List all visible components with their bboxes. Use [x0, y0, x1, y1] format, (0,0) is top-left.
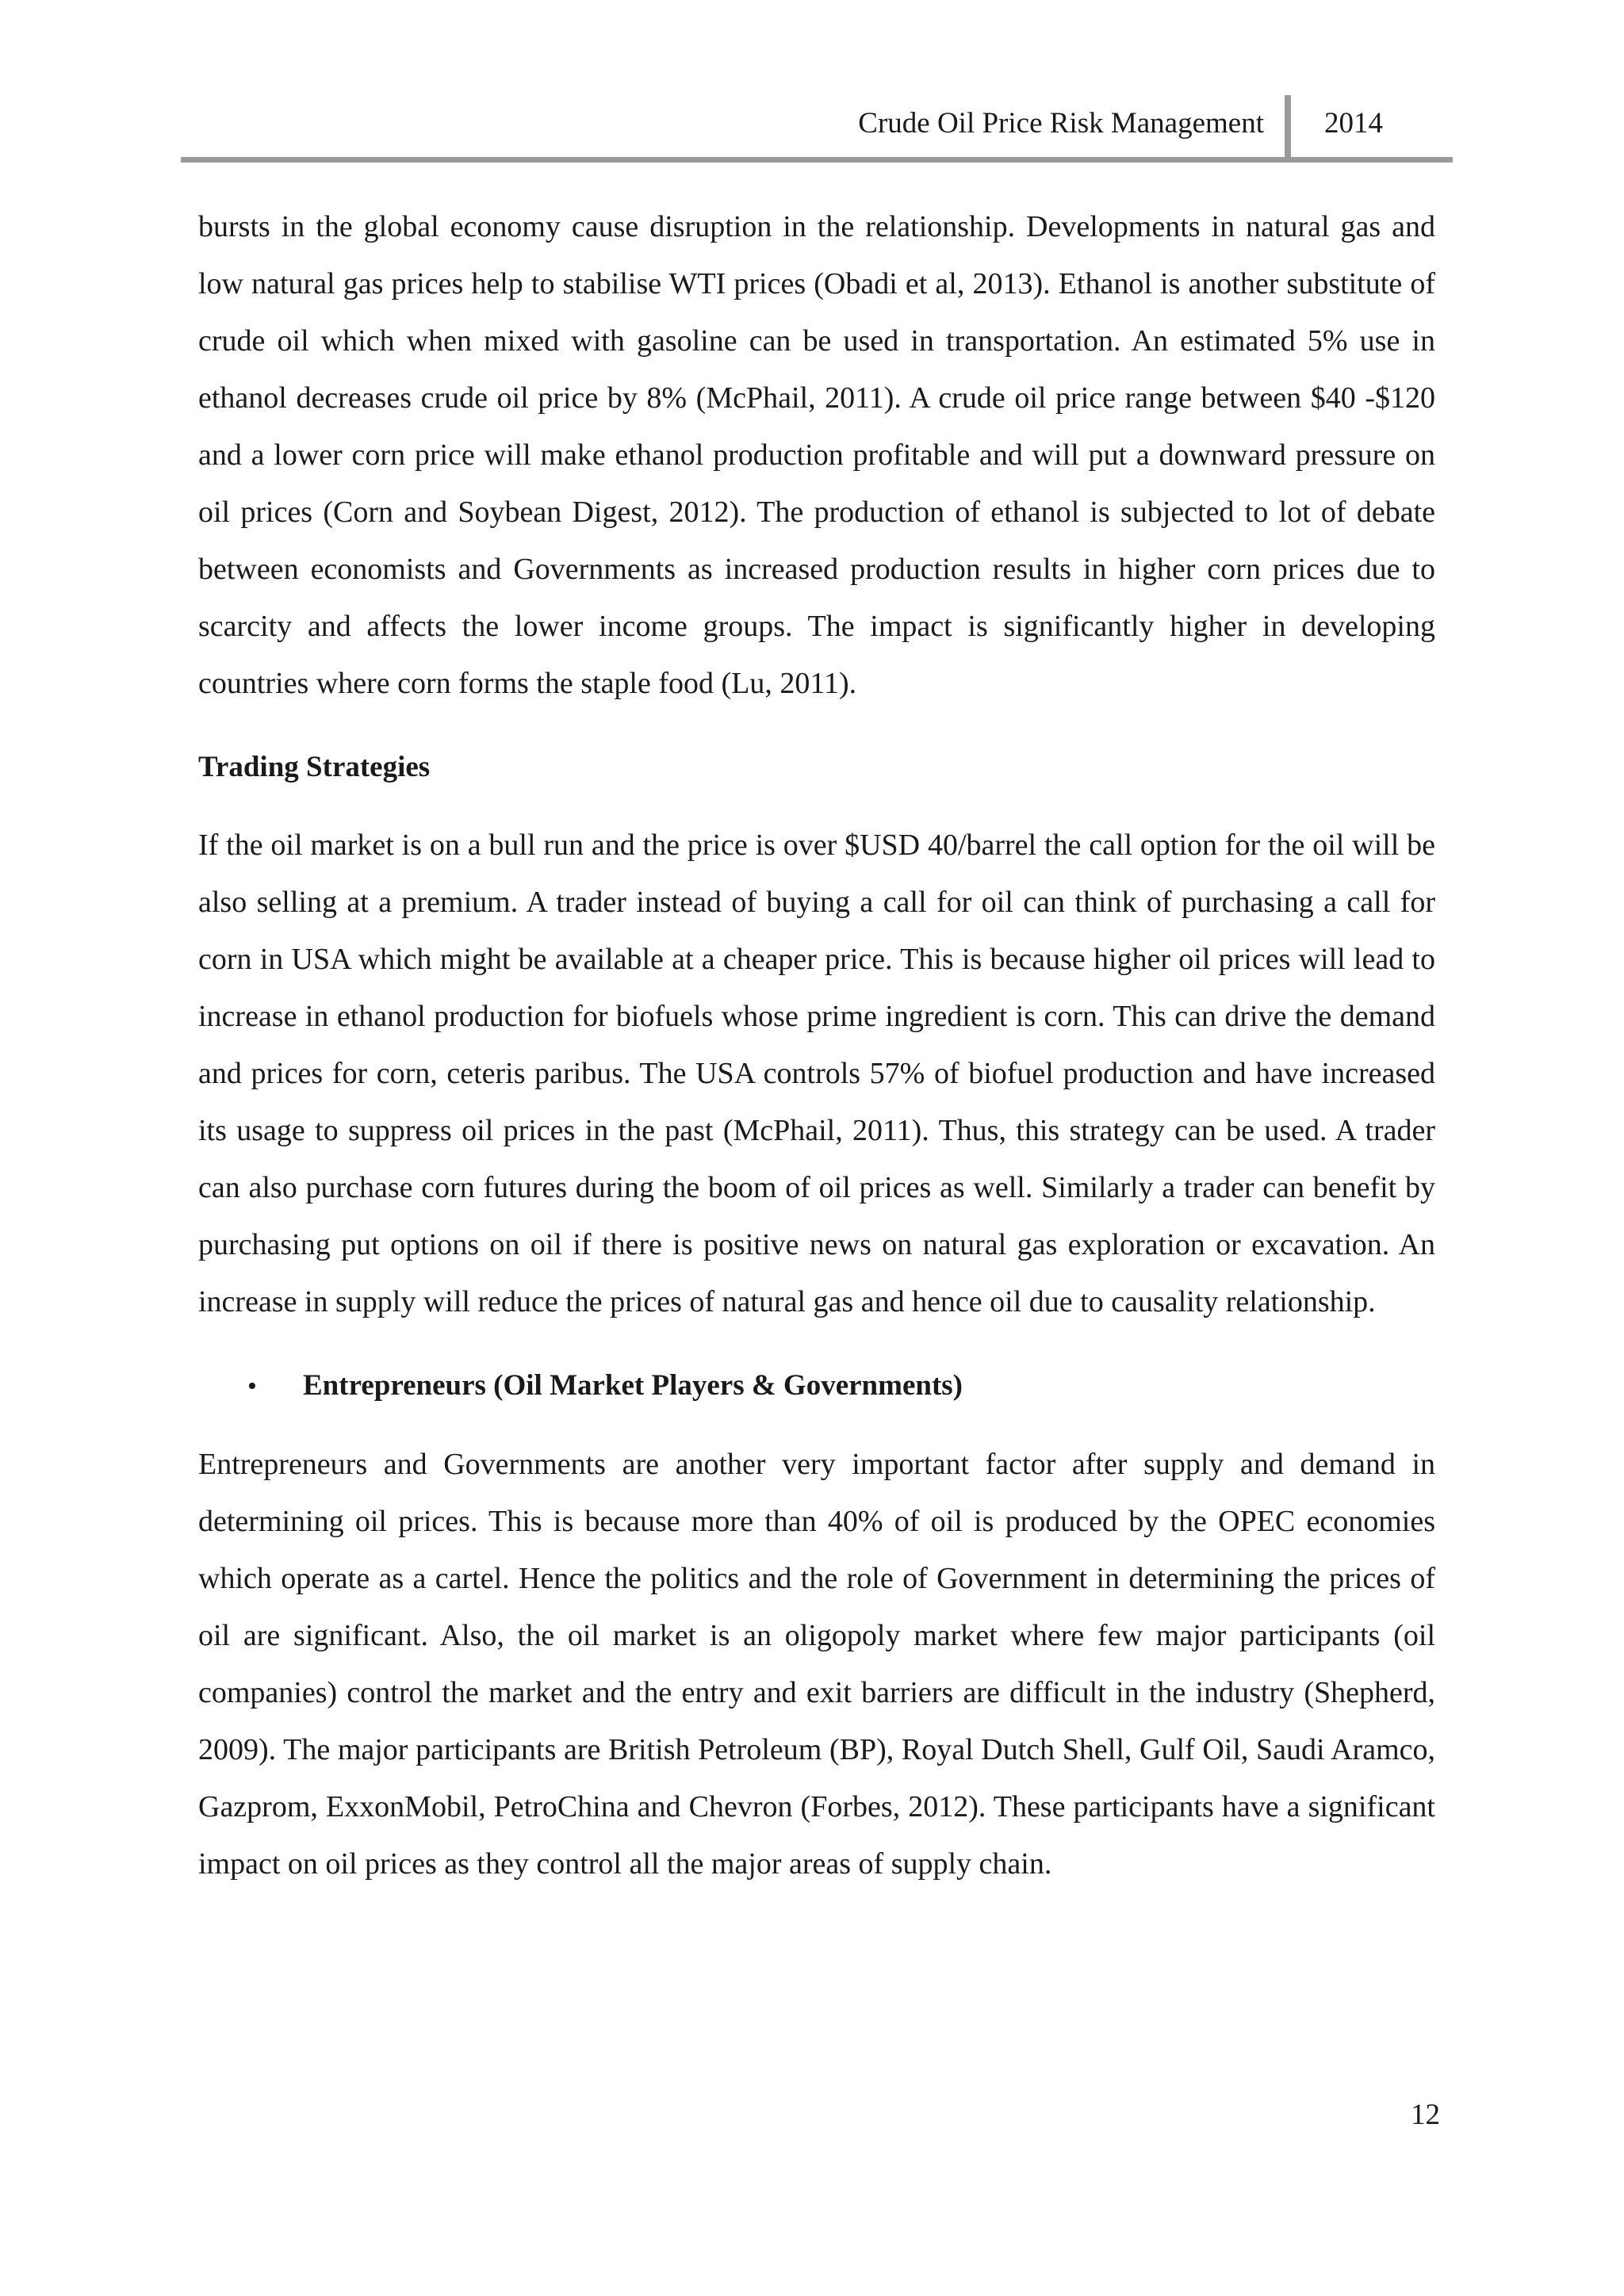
bullet-icon: • [247, 1372, 257, 1401]
bullet-heading-entrepreneurs: Entrepreneurs (Oil Market Players & Governments) [303, 1369, 963, 1402]
page-content [198, 198, 1435, 1892]
paragraph-trading-strategies: If the oil market is on a bull run and the price is over $USD 40/barrel the call option for the oil will be also selling at a premium. A trader instead of buying a call for oil can think of purchasing a call for corn in USA which might be available at a cheaper price. This is because higher oil prices will lead to increase in ethanol production for biofuels whose prime ingredient is corn. This can drive the demand and prices for corn, ceteris paribus. The USA controls 57% of biofuel production and have increased its usage to suppress oil prices in the past (McPhail, 2011). Thus, this strategy can be used. A trader can also purchase corn futures during the boom of oil prices as well. Similarly a trader can benefit by purchasing put options on oil if there is positive news on natural gas exploration or excavation. An increase in supply will reduce the prices of natural gas and hence oil due to causality relationship. [198, 828, 1435, 1318]
bullet-item-entrepreneurs [198, 1357, 1435, 1415]
header-year: 2014 [1324, 107, 1383, 140]
header-rule [181, 157, 1453, 163]
section-heading-trading-strategies: Trading Strategies [198, 751, 431, 783]
paragraph-entrepreneurs: Entrepreneurs and Governments are another very important factor after supply and demand in determining oil prices. This is because more than 40% of oil is produced by the OPEC economies which operate as a cartel. Hence the politics and the role of Government in determining the prices of oil are significant. Also, the oil market is an oligopoly market where few major participants (oil companies) control the market and the entry and exit barriers are difficult in the industry (Shepherd, 2009). The major participants are British Petroleum (BP), Royal Dutch Shell, Gulf Oil, Saudi Aramco, Gazprom, ExxonMobil, PetroChina and Chevron (Forbes, 2012). These participants have a significant impact on oil prices as they control all the major areas of supply chain. [198, 1448, 1435, 1881]
header-title: Crude Oil Price Risk Management [858, 107, 1264, 140]
header-divider [1285, 95, 1291, 159]
page-header [181, 95, 1453, 160]
page-number: 12 [1411, 2099, 1440, 2131]
paragraph-ethanol: bursts in the global economy cause disruption in the relationship. Developments in natural gas and low natural gas prices help to stabilise WTI prices (Obadi et al, 2013). Ethanol is another substitute of crude oil which when mixed with gasoline can be used in transportation. An estimated 5% use in ethanol decreases crude oil price by 8% (McPhail, 2011). A crude oil price range between $40 -$120 and a lower corn price will make ethanol production profitable and will put a downward pressure on oil prices (Corn and Soybean Digest, 2012). The production of ethanol is subjected to lot of debate between economists and Governments as increased production results in higher corn prices due to scarcity and affects the lower income groups. The impact is significantly higher in developing countries where corn forms the staple food (Lu, 2011). [198, 210, 1435, 700]
